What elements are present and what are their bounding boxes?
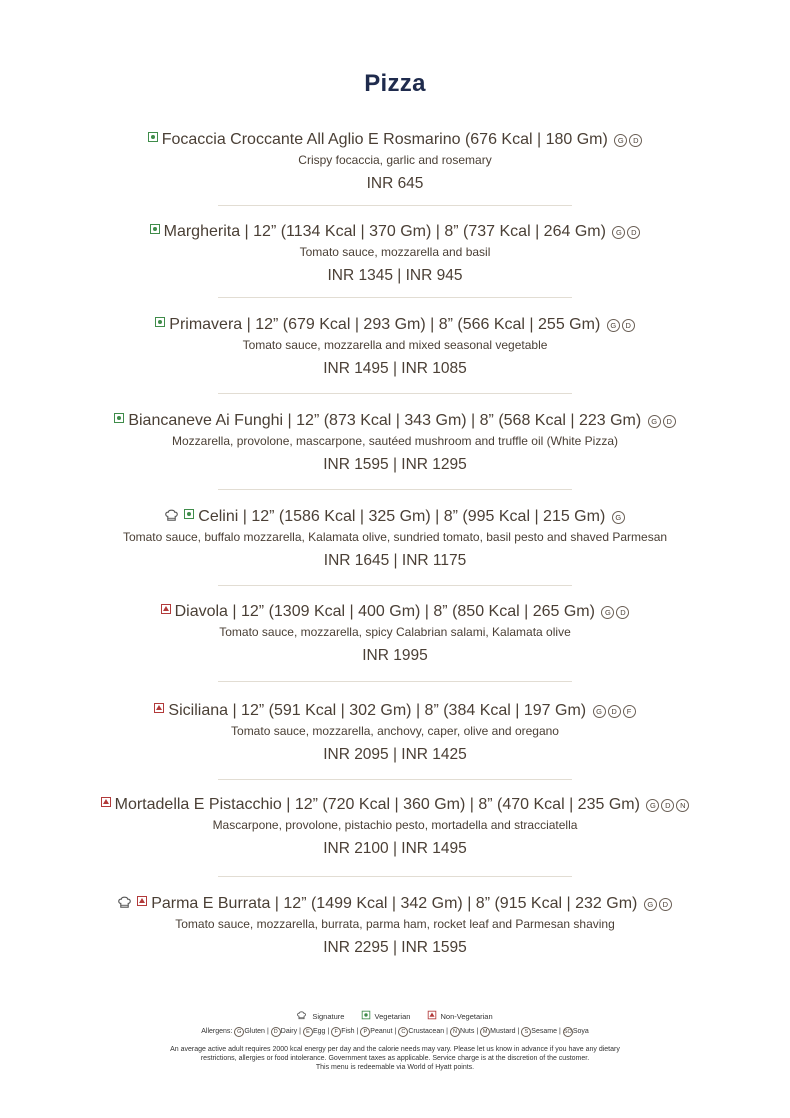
menu-item [0,130,790,193]
item-price: INR 1995 [362,647,428,664]
item-description: Mozzarella, provolone, mascarpone, sautéed mushroom and truffle oil (White Pizza) [172,434,618,448]
allergen-n-icon: N [450,1027,460,1037]
allergen-so-icon: SO [563,1029,572,1035]
allergen-g-icon: G [593,705,606,718]
allergen-g-icon: G [614,134,627,147]
separator: | [394,1028,397,1035]
allergen-name: Crustacean [408,1028,445,1035]
item-price: INR 1345 | INR 945 [327,267,463,284]
non-vegetarian-icon [427,1011,436,1020]
allergen-e-icon: E [303,1027,313,1037]
menu-item [0,222,790,285]
allergen-name: Fish [341,1028,355,1035]
chef-hat-icon [118,896,131,909]
allergen-d-icon: D [663,415,676,428]
item-name: Primavera | 12” (679 Kcal | 293 Gm) | 8” (566 Kcal | 255 Gm) [169,316,601,333]
item-name-line [0,602,790,622]
allergen-m-icon: M [480,1027,490,1037]
item-name-line [0,130,790,150]
legend-non-vegetarian-label: Non-Vegetarian [440,1012,493,1021]
item-price: INR 1645 | INR 1175 [323,552,467,569]
allergen-d-icon: D [659,898,672,911]
legend-non-vegetarian [427,1012,493,1021]
allergen-name: Soya [572,1028,589,1035]
allergen-name: Mustard [490,1028,516,1035]
item-name: Siciliana | 12” (591 Kcal | 302 Gm) | 8” (384 Kcal | 197 Gm) [168,702,587,719]
allergen-name: Dairy [280,1028,298,1035]
separator: | [266,1028,269,1035]
vegetarian-icon [155,317,165,327]
allergen-f-icon: F [331,1027,341,1037]
divider [218,876,572,877]
item-name: Diavola | 12” (1309 Kcal | 400 Gm) | 8” (850 Kcal | 265 Gm) [174,603,595,620]
allergen-name: Gluten [244,1028,265,1035]
item-price: INR 645 [366,175,424,192]
vegetarian-icon [114,413,124,423]
allergen-entries [234,1028,588,1035]
menu-item [0,795,790,858]
item-description: Mascarpone, provolone, pistachio pesto, mortadella and stracciatella [212,818,578,832]
vegetarian-icon [148,132,158,142]
divider [218,681,572,682]
page-title: Pizza [364,70,426,97]
item-description: Tomato sauce, mozzarella, anchovy, caper, olive and oregano [231,724,559,738]
allergen-c-icon: C [398,1027,408,1037]
divider [218,779,572,780]
item-name: Biancaneve Ai Funghi | 12” (873 Kcal | 343 Gm) | 8” (568 Kcal | 223 Gm) [128,412,642,429]
chef-hat-icon [297,1011,306,1020]
item-name-line [0,507,790,527]
allergens-legend [0,1027,790,1037]
non-vegetarian-icon [161,604,171,614]
legend-vegetarian [361,1012,413,1021]
vegetarian-icon [150,224,160,234]
item-description: Tomato sauce, mozzarella and basil [299,245,491,259]
allergen-g-icon: G [234,1027,244,1037]
allergen-name: Egg [312,1028,326,1035]
item-name: Margherita | 12” (1134 Kcal | 370 Gm) | 8” (737 Kcal | 264 Gm) [163,223,606,240]
allergen-name: Peanut [370,1028,393,1035]
legend-signature [297,1012,346,1021]
allergen-g-icon: G [612,511,625,524]
non-vegetarian-icon [137,896,147,906]
item-name: Parma E Burrata | 12” (1499 Kcal | 342 Gm) | 8” (915 Kcal | 232 Gm) [151,895,638,912]
allergen-g-icon: G [646,799,659,812]
allergen-n-icon: N [676,799,689,812]
item-description: Tomato sauce, buffalo mozzarella, Kalamata olive, sundried tomato, basil pesto and shaved Parmesan [122,530,668,544]
menu-item [0,602,790,665]
allergen-name: Sesame [531,1028,557,1035]
menu-item [0,701,790,764]
allergen-d-icon: D [661,799,674,812]
allergens-label: Allergens: [201,1028,233,1035]
menu-item [0,315,790,378]
allergen-g-icon: G [644,898,657,911]
allergen-s-icon: S [521,1027,531,1037]
item-name: Mortadella E Pistacchio | 12” (720 Kcal | 360 Gm) | 8” (470 Kcal | 235 Gm) [114,796,640,813]
separator: | [327,1028,330,1035]
item-name-line [0,222,790,242]
separator: | [446,1028,448,1035]
divider [218,393,572,394]
item-description: Crispy focaccia, garlic and rosemary [298,153,492,167]
allergen-d-icon: D [616,606,629,619]
footer-notes [0,1045,790,1072]
separator: | [299,1028,301,1035]
item-price: INR 2095 | INR 1425 [323,746,467,763]
separator: | [517,1028,520,1035]
vegetarian-icon [184,509,194,519]
divider [218,585,572,586]
legend-vegetarian-label: Vegetarian [374,1012,411,1021]
item-name: Celini | 12” (1586 Kcal | 325 Gm) | 8” (995 Kcal | 215 Gm) [198,508,606,525]
note-line: restrictions, allergies or food intolerance. Government taxes as applicable. Service charge is at the discretion of the customer. [200,1055,590,1062]
allergen-d-icon: D [271,1027,281,1037]
diet-legend [0,1010,790,1021]
allergen-name: Nuts [459,1028,475,1035]
divider [218,297,572,298]
item-description: Tomato sauce, mozzarella and mixed seasonal vegetable [242,338,548,352]
vegetarian-icon [361,1011,370,1020]
note-line: An average active adult requires 2000 kcal energy per day and the calorie needs may vary. Please let us know in advance if you have any dietary [170,1046,620,1053]
allergen-f-icon: F [623,705,636,718]
separator: | [558,1028,561,1035]
legend-signature-label: Signature [312,1012,345,1021]
allergen-p-icon: P [360,1027,370,1037]
chef-hat-icon [165,509,178,522]
allergen-d-icon: D [608,705,621,718]
allergen-d-icon: D [622,319,635,332]
item-price: INR 1495 | INR 1085 [323,360,467,377]
non-vegetarian-icon [154,703,164,713]
allergen-g-icon: G [612,226,625,239]
allergen-g-icon: G [607,319,620,332]
item-price: INR 2100 | INR 1495 [323,840,467,857]
menu-item [0,894,790,957]
separator: | [476,1028,479,1035]
item-name-line [0,894,790,914]
allergen-d-icon: D [627,226,640,239]
item-price: INR 2295 | INR 1595 [323,939,467,956]
item-name: Focaccia Croccante All Aglio E Rosmarino (676 Kcal | 180 Gm) [161,131,608,148]
item-price: INR 1595 | INR 1295 [323,456,467,473]
note-line: This menu is redeemable via World of Hyatt points. [315,1064,475,1071]
allergen-g-icon: G [648,415,661,428]
item-name-line [0,315,790,335]
item-name-line [0,701,790,721]
divider [218,489,572,490]
item-name-line [0,411,790,431]
allergen-d-icon: D [629,134,642,147]
item-name-line [0,795,790,815]
item-description: Tomato sauce, mozzarella, spicy Calabrian salami, Kalamata olive [219,625,571,639]
menu-item [0,411,790,474]
menu-item [0,507,790,570]
separator: | [356,1028,359,1035]
non-vegetarian-icon [101,797,111,807]
divider [218,205,572,206]
item-description: Tomato sauce, mozzarella, burrata, parma ham, rocket leaf and Parmesan shaving [175,917,615,931]
allergen-g-icon: G [601,606,614,619]
